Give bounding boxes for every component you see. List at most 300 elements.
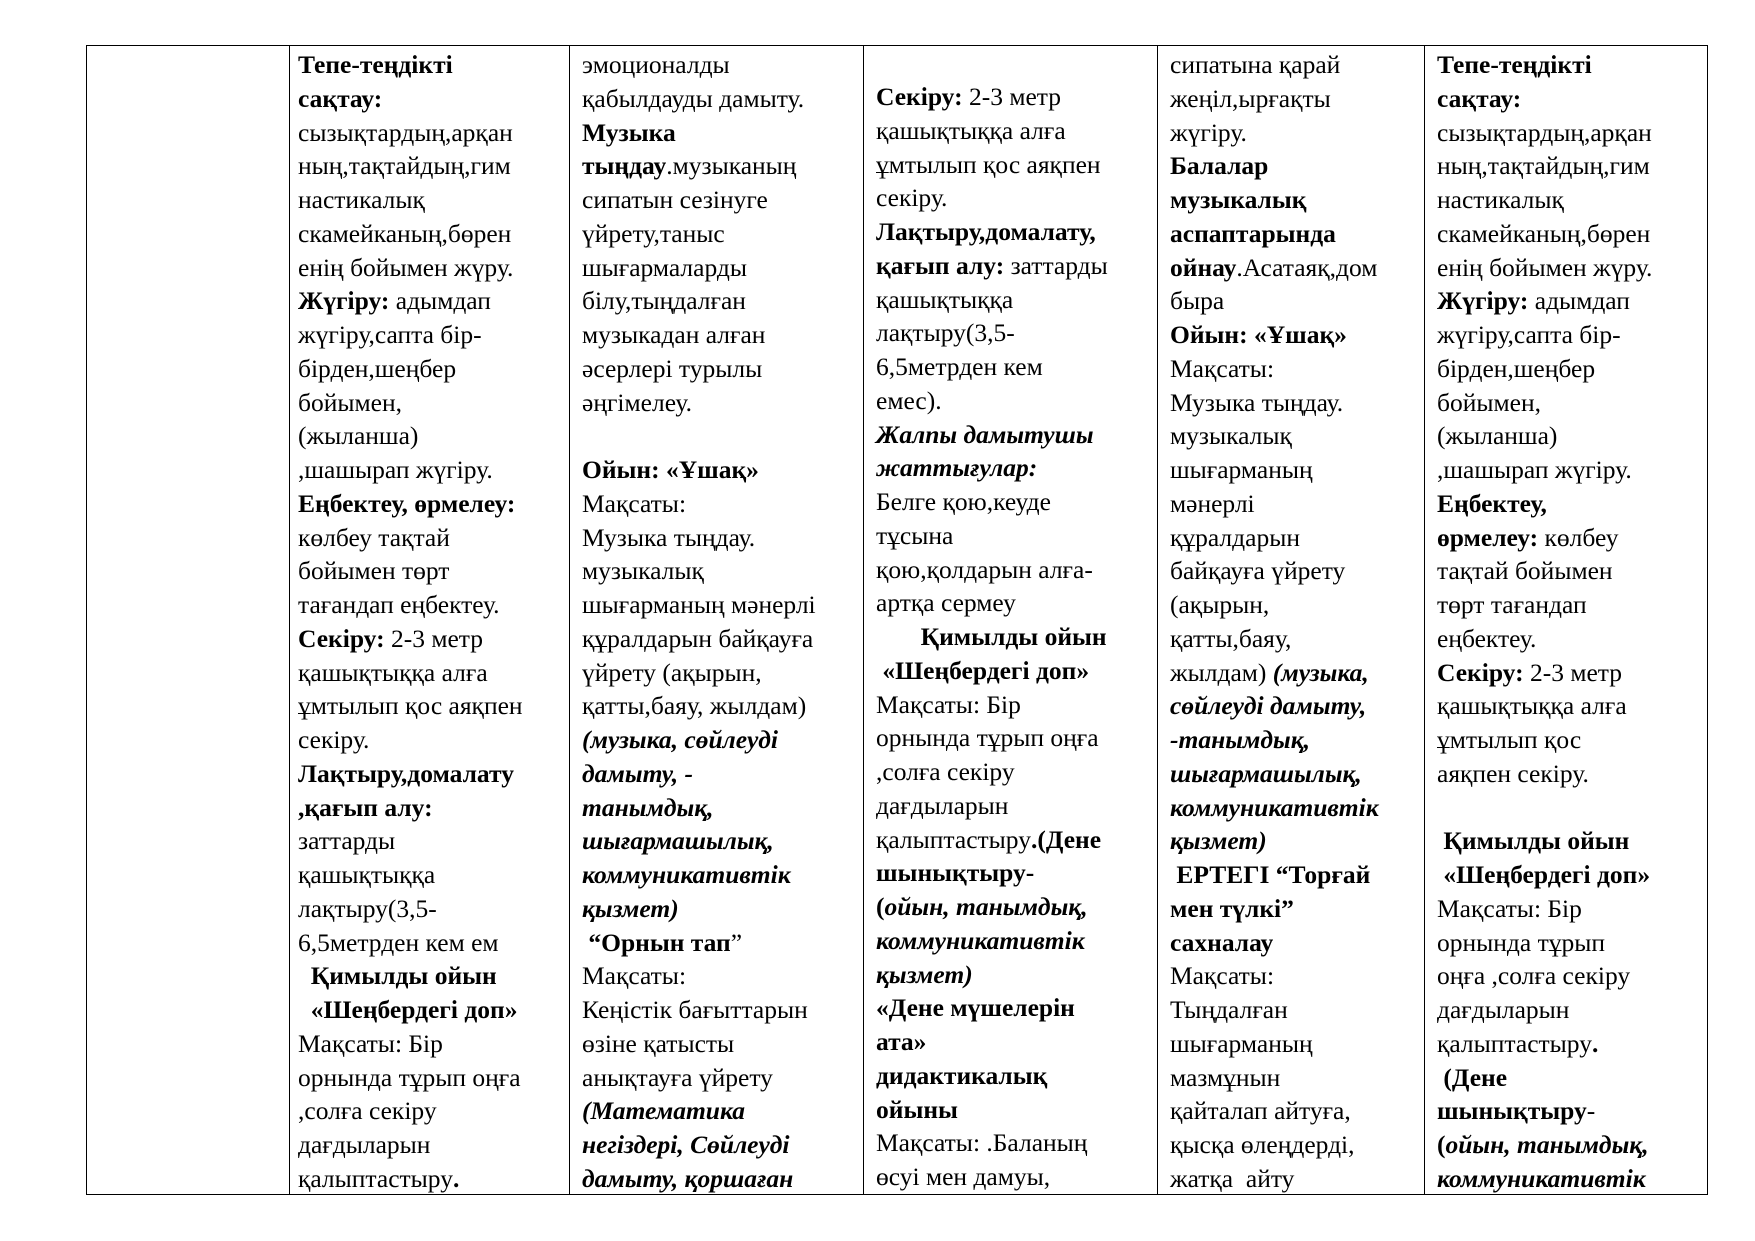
text-line — [1437, 858, 1703, 892]
text-run: емес). — [876, 385, 942, 415]
text-line — [876, 485, 1153, 519]
text-line — [876, 148, 1153, 182]
text-line — [298, 588, 565, 622]
text-line — [876, 586, 1153, 620]
text-line — [876, 553, 1153, 587]
text-run: ,солға секіру — [298, 1096, 437, 1126]
text-line — [298, 217, 565, 251]
text-run: музыкалық — [1170, 421, 1292, 451]
text-line — [298, 284, 565, 318]
text-run: қызмет) — [876, 959, 973, 989]
text-line — [876, 958, 1153, 992]
text-run: Мақсаты: — [582, 961, 687, 991]
text-line — [298, 622, 565, 656]
text-run: жатқа айту — [1170, 1163, 1295, 1193]
text-run: эмоционалды — [582, 50, 730, 79]
text-line — [876, 316, 1153, 350]
text-line — [1437, 1162, 1703, 1194]
text-run: бойымен, — [298, 387, 402, 417]
text-run: музыкалық — [582, 556, 704, 586]
text-run: артқа сермеу — [876, 588, 1016, 618]
text-line — [298, 959, 565, 993]
text-run: ЕРТЕГІ “Торғай — [1170, 860, 1371, 889]
text-run: жүгіру. — [1170, 117, 1247, 147]
text-run: құралдарын байқауға — [582, 623, 814, 653]
text-line — [1437, 386, 1703, 420]
text-line — [1437, 1094, 1703, 1128]
text-run: «Дене мүшелерін — [876, 993, 1075, 1023]
text-run: сөйлеуді дамыту, — [1170, 691, 1367, 721]
text-run: дамыту, - — [582, 758, 694, 788]
text-run: (музыка, сөйлеуді — [582, 725, 779, 754]
text-line — [582, 1128, 859, 1162]
text-line — [582, 656, 859, 690]
text-line — [582, 1061, 859, 1095]
text-run: (жыланша) — [1437, 421, 1558, 451]
text-line — [876, 1126, 1153, 1160]
text-run: дағдыларын — [298, 1130, 431, 1159]
text-run: Музыка тыңдау. — [1170, 387, 1344, 417]
text-run: аспаптарында — [1170, 218, 1336, 248]
text-run: бірден,шеңбер — [298, 353, 457, 383]
text-line — [298, 926, 565, 960]
plan-table — [86, 45, 1708, 1195]
text-line — [582, 48, 859, 82]
text-run: 2-3 метр — [384, 623, 483, 653]
text-run: ойнау — [1170, 252, 1237, 282]
text-line — [1437, 791, 1703, 825]
text-line — [298, 116, 565, 150]
text-line — [582, 352, 859, 386]
text-line — [1437, 554, 1703, 588]
text-run: шығармаларды — [582, 252, 747, 282]
text-run: Ойын: «Ұшақ» — [582, 455, 759, 484]
text-line — [298, 723, 565, 757]
text-line — [298, 791, 565, 825]
text-line — [298, 1027, 565, 1061]
text-run: Балалар — [1170, 151, 1269, 181]
text-run: қалыптастыру — [298, 1163, 453, 1193]
text-line — [1437, 926, 1703, 960]
text-run: «Шеңбердегі доп» — [1437, 860, 1651, 889]
text-run: ,шашырап жүгіру. — [1437, 455, 1632, 484]
text-run: ның,тақтайдың,гим — [298, 151, 511, 181]
text-run: сызықтардың,арқан — [298, 117, 513, 147]
text-run: сақтау: — [1437, 83, 1522, 113]
text-line — [1170, 82, 1420, 116]
text-line — [1170, 588, 1420, 622]
text-line — [1437, 487, 1703, 521]
text-line — [1170, 318, 1420, 352]
text-line — [298, 48, 565, 82]
text-line — [1437, 183, 1703, 217]
text-run: шынықтыру — [1437, 1096, 1587, 1126]
text-line — [1437, 521, 1703, 555]
text-line — [876, 856, 1153, 890]
cell-jumping-activities — [864, 46, 1158, 1195]
text-run: шығармашылық, — [582, 826, 774, 856]
text-run: .музыканың — [666, 151, 797, 181]
text-line — [1437, 689, 1703, 723]
text-line — [298, 689, 565, 723]
text-line — [298, 1094, 565, 1128]
text-run: қашықтыққа — [298, 860, 436, 889]
text-run: коммуникативтік — [1437, 1163, 1646, 1193]
text-line — [1170, 217, 1420, 251]
text-line — [1437, 251, 1703, 285]
text-run: лақтыру(3,5- — [298, 893, 437, 923]
text-line — [1170, 521, 1420, 555]
text-run: (жыланша) — [298, 421, 419, 451]
text-run: -танымдық, — [1170, 725, 1311, 754]
text-run: Тепе-теңдікті — [1437, 50, 1592, 79]
text-run: (музыка, — [1272, 657, 1369, 687]
text-run: жеңіл,ырғақты — [1170, 83, 1331, 113]
text-line — [298, 251, 565, 285]
text-line — [1170, 791, 1420, 825]
text-run: ” — [730, 927, 743, 957]
text-run: . — [452, 1163, 460, 1193]
text-run: енің бойымен жүру. — [298, 252, 514, 282]
text-line — [1437, 82, 1703, 116]
text-run: ұмтылып қос — [1437, 725, 1582, 754]
text-line — [876, 721, 1153, 755]
text-run: сипатына қарай — [1170, 50, 1341, 79]
text-line — [582, 858, 859, 892]
text-run: өзіне қатысты — [582, 1028, 735, 1058]
text-run: шынықтыру- — [876, 858, 1035, 888]
text-line — [1170, 1162, 1420, 1194]
text-line — [1170, 453, 1420, 487]
text-line — [1170, 116, 1420, 150]
text-run: Музыка тыңдау. — [582, 522, 756, 552]
text-run: ойын, танымдық, — [884, 892, 1088, 921]
text-run: дидактикалық — [876, 1060, 1048, 1090]
cell-content — [1425, 46, 1707, 1194]
text-run: қайталап айтуға, — [1170, 1096, 1351, 1126]
text-run: орнында тұрып — [1437, 927, 1606, 957]
text-run: тағандап еңбектеу. — [298, 590, 500, 619]
text-run: жүгіру,сапта бір- — [1437, 320, 1621, 349]
text-line — [582, 284, 859, 318]
text-line — [876, 519, 1153, 553]
text-line — [1437, 284, 1703, 318]
text-line — [876, 755, 1153, 789]
text-run: Мақсаты: Бір — [876, 689, 1021, 719]
text-line — [1170, 251, 1420, 285]
text-run: жылдам) — [1170, 657, 1273, 687]
text-run: Секіру: — [1437, 657, 1524, 687]
text-line — [1437, 959, 1703, 993]
text-run: скамейканың,бөрен — [1437, 218, 1651, 248]
text-line — [1170, 554, 1420, 588]
text-run: Секіру: — [876, 82, 963, 111]
text-line — [1170, 926, 1420, 960]
text-run: коммуникативтік — [876, 925, 1085, 955]
text-run: “Орнын тап — [582, 927, 731, 957]
text-line — [1437, 149, 1703, 183]
text-line — [876, 451, 1153, 485]
text-line — [582, 453, 859, 487]
text-line — [1170, 386, 1420, 420]
text-run: әңгімелеу. — [582, 387, 692, 417]
text-run: ,шашырап жүгіру. — [298, 455, 493, 484]
text-run: лақтыру(3,5- — [876, 318, 1015, 348]
text-run: дағдыларын — [1437, 995, 1570, 1024]
text-line — [1170, 1027, 1420, 1061]
text-line — [582, 183, 859, 217]
text-line — [1170, 959, 1420, 993]
text-line — [1170, 993, 1420, 1027]
text-line — [1437, 622, 1703, 656]
text-line — [1170, 622, 1420, 656]
text-line — [582, 892, 859, 926]
text-run: құралдарын — [1170, 522, 1300, 552]
text-line — [582, 386, 859, 420]
text-line — [298, 1061, 565, 1095]
text-line — [1170, 858, 1420, 892]
text-run: аяқпен секіру. — [1437, 758, 1589, 788]
text-line — [298, 453, 565, 487]
text-run: .Асатаяқ,дом — [1236, 252, 1378, 282]
text-line — [1170, 48, 1420, 82]
text-line — [876, 924, 1153, 958]
text-line — [876, 114, 1153, 148]
text-run: ның,тақтайдың,гим — [1437, 151, 1650, 181]
text-run: Жүгіру: — [1437, 286, 1529, 316]
text-line — [876, 620, 1153, 654]
text-run: байқауға үйрету — [1170, 556, 1346, 586]
text-run: қызмет) — [582, 893, 679, 923]
text-run: мен түлкі” — [1170, 893, 1294, 923]
text-run: Қимылды ойын — [1437, 826, 1630, 856]
text-run: Тепе-теңдікті — [298, 50, 453, 79]
text-run: дағдыларын — [876, 790, 1009, 820]
text-line — [1437, 656, 1703, 690]
text-line — [1170, 419, 1420, 453]
text-run: ,солға секіру — [876, 757, 1015, 786]
text-run: шығармашылық, — [1170, 758, 1362, 788]
text-line — [1170, 689, 1420, 723]
text-line — [876, 688, 1153, 722]
text-run: Еңбектеу, өрмелеу: — [298, 488, 516, 518]
text-run: мәнерлі — [1170, 488, 1255, 518]
text-run: қағып алу: — [876, 250, 1005, 280]
text-line — [1437, 217, 1703, 251]
text-line — [582, 82, 859, 116]
text-line — [876, 1059, 1153, 1093]
text-line — [582, 588, 859, 622]
text-line — [298, 993, 565, 1027]
text-run: мазмұнын — [1170, 1062, 1281, 1092]
text-line — [298, 757, 565, 791]
text-run: (ақырын, — [1170, 590, 1270, 619]
text-line — [582, 116, 859, 150]
text-run: секіру. — [876, 183, 948, 213]
text-run: Кеңістік бағыттарын — [582, 995, 808, 1024]
text-run: өсуі мен дамуы, — [876, 1162, 1051, 1191]
text-line — [1170, 284, 1420, 318]
text-run: Ойын: «Ұшақ» — [1170, 320, 1347, 349]
text-line — [582, 993, 859, 1027]
text-run: Жүгіру: — [298, 286, 390, 316]
text-run: . — [1591, 1028, 1599, 1058]
text-line — [1437, 588, 1703, 622]
text-run: көлбеу — [1538, 522, 1619, 552]
text-line — [1170, 352, 1420, 386]
text-run: Мақсаты: Бір — [298, 1028, 443, 1058]
text-run: - — [1586, 1096, 1596, 1126]
cell-empty-left — [87, 46, 290, 1195]
text-line — [876, 350, 1153, 384]
text-run: Белге қою,кеуде — [876, 487, 1051, 516]
text-run: енің бойымен жүру. — [1437, 252, 1653, 282]
text-run: секіру. — [298, 725, 370, 754]
text-run: қашықтыққа алға — [1437, 691, 1627, 721]
text-line — [582, 318, 859, 352]
text-run: бойымен төрт — [298, 556, 450, 586]
text-line — [876, 890, 1153, 924]
text-run: қалыптастыру — [876, 824, 1031, 854]
text-line — [876, 1093, 1153, 1127]
text-line — [298, 892, 565, 926]
text-line — [1437, 453, 1703, 487]
text-line — [298, 183, 565, 217]
text-run: Тыңдалған — [1170, 995, 1288, 1024]
text-run: орнында тұрып оңға — [298, 1062, 521, 1092]
text-run: настикалық — [1437, 185, 1564, 214]
text-run: қатты,баяу, — [1170, 623, 1292, 653]
text-run: (Математика — [582, 1096, 746, 1126]
text-line — [298, 419, 565, 453]
text-run: қысқа өлеңдерді, — [1170, 1130, 1355, 1159]
text-line — [1170, 723, 1420, 757]
text-line — [298, 521, 565, 555]
text-run: Секіру: — [298, 623, 385, 653]
text-line — [582, 1162, 859, 1194]
text-line — [1170, 487, 1420, 521]
text-line — [1437, 892, 1703, 926]
text-run: жүгіру,сапта бір- — [298, 320, 482, 349]
text-line — [1170, 1128, 1420, 1162]
text-run: 6,5метрден кем — [876, 352, 1043, 381]
text-line — [1437, 1061, 1703, 1095]
text-line — [876, 1160, 1153, 1194]
text-run: быра — [1170, 286, 1225, 316]
text-run: дамыту, қоршаған — [582, 1163, 794, 1193]
text-run: анықтауға үйрету — [582, 1062, 773, 1092]
text-line — [1170, 892, 1420, 926]
text-run: Мақсаты: .Баланың — [876, 1128, 1088, 1158]
text-run: қалыптастыру — [1437, 1028, 1592, 1058]
cell-content — [570, 46, 863, 1194]
text-run: орнында тұрып оңға — [876, 723, 1099, 753]
text-line — [298, 554, 565, 588]
text-line — [582, 791, 859, 825]
text-line — [298, 656, 565, 690]
text-run: сипатын сезінуге — [582, 185, 768, 214]
text-run: Қимылды ойын — [298, 961, 497, 991]
text-run: настикалық — [298, 185, 425, 214]
text-run: үйрету (ақырын, — [582, 657, 762, 687]
text-run: шығарманың — [1170, 455, 1313, 484]
text-run: бірден,шеңбер — [1437, 353, 1596, 383]
text-line — [298, 487, 565, 521]
text-line — [1170, 1094, 1420, 1128]
text-run: Жалпы дамытушы — [876, 419, 1094, 449]
text-line — [876, 789, 1153, 823]
text-line — [876, 654, 1153, 688]
text-line — [582, 217, 859, 251]
text-run: «Шеңбердегі доп» — [298, 995, 518, 1024]
text-line — [582, 959, 859, 993]
text-line — [582, 149, 859, 183]
text-run: Еңбектеу, — [1437, 488, 1547, 518]
text-line — [298, 858, 565, 892]
text-run: ,қағып алу: — [298, 792, 433, 822]
text-line — [582, 723, 859, 757]
text-run: сақтау: — [298, 83, 383, 113]
text-run: 2-3 метр — [962, 82, 1061, 111]
text-line — [582, 824, 859, 858]
text-run: Лақтыру,домалату, — [876, 217, 1096, 246]
text-run: өрмелеу: — [1437, 522, 1539, 552]
text-run: көлбеу тақтай — [298, 522, 450, 552]
text-run: .(Дене — [1030, 824, 1102, 854]
text-run: заттарды — [298, 826, 396, 856]
text-run: музыкалық — [1170, 185, 1307, 214]
text-run: ойын, танымдық, — [1445, 1130, 1649, 1159]
text-run: 2-3 метр — [1523, 657, 1622, 687]
text-line — [1437, 824, 1703, 858]
text-run: ұмтылып қос аяқпен — [298, 691, 523, 721]
text-run: қызмет) — [1170, 826, 1267, 856]
text-line — [582, 757, 859, 791]
text-line — [582, 1027, 859, 1061]
table-row — [87, 46, 1708, 1195]
text-line — [582, 251, 859, 285]
text-run: 6,5метрден кем ем — [298, 927, 499, 957]
text-line — [582, 487, 859, 521]
text-run: негіздері, Сөйлеуді — [582, 1130, 790, 1159]
text-line — [298, 1162, 565, 1194]
text-run: ұмтылып қос аяқпен — [876, 149, 1101, 179]
text-line — [876, 991, 1153, 1025]
cell-running-music — [1158, 46, 1425, 1195]
cell-balance-activities — [1425, 46, 1708, 1195]
text-line — [1170, 1061, 1420, 1095]
cell-content — [1158, 46, 1424, 1194]
text-line — [1437, 318, 1703, 352]
text-line — [582, 926, 859, 960]
text-run: білу,тыңдалған — [582, 286, 746, 316]
text-run: еңбектеу. — [1437, 623, 1537, 653]
text-run: Лақтыру,домалату — [298, 758, 514, 788]
text-line — [876, 249, 1153, 283]
text-run: ойыны — [876, 1094, 958, 1124]
text-line — [1170, 757, 1420, 791]
text-run: адымдап — [389, 286, 491, 316]
text-run: ( — [1437, 1130, 1446, 1159]
text-line — [582, 554, 859, 588]
text-run: қою,қолдарын алға- — [876, 554, 1093, 584]
text-run: «Шеңбердегі доп» — [876, 655, 1090, 685]
text-line — [582, 689, 859, 723]
text-line — [876, 283, 1153, 317]
text-run: Мақсаты: — [1170, 353, 1275, 383]
text-line — [1437, 419, 1703, 453]
text-run: танымдық, — [582, 792, 714, 822]
